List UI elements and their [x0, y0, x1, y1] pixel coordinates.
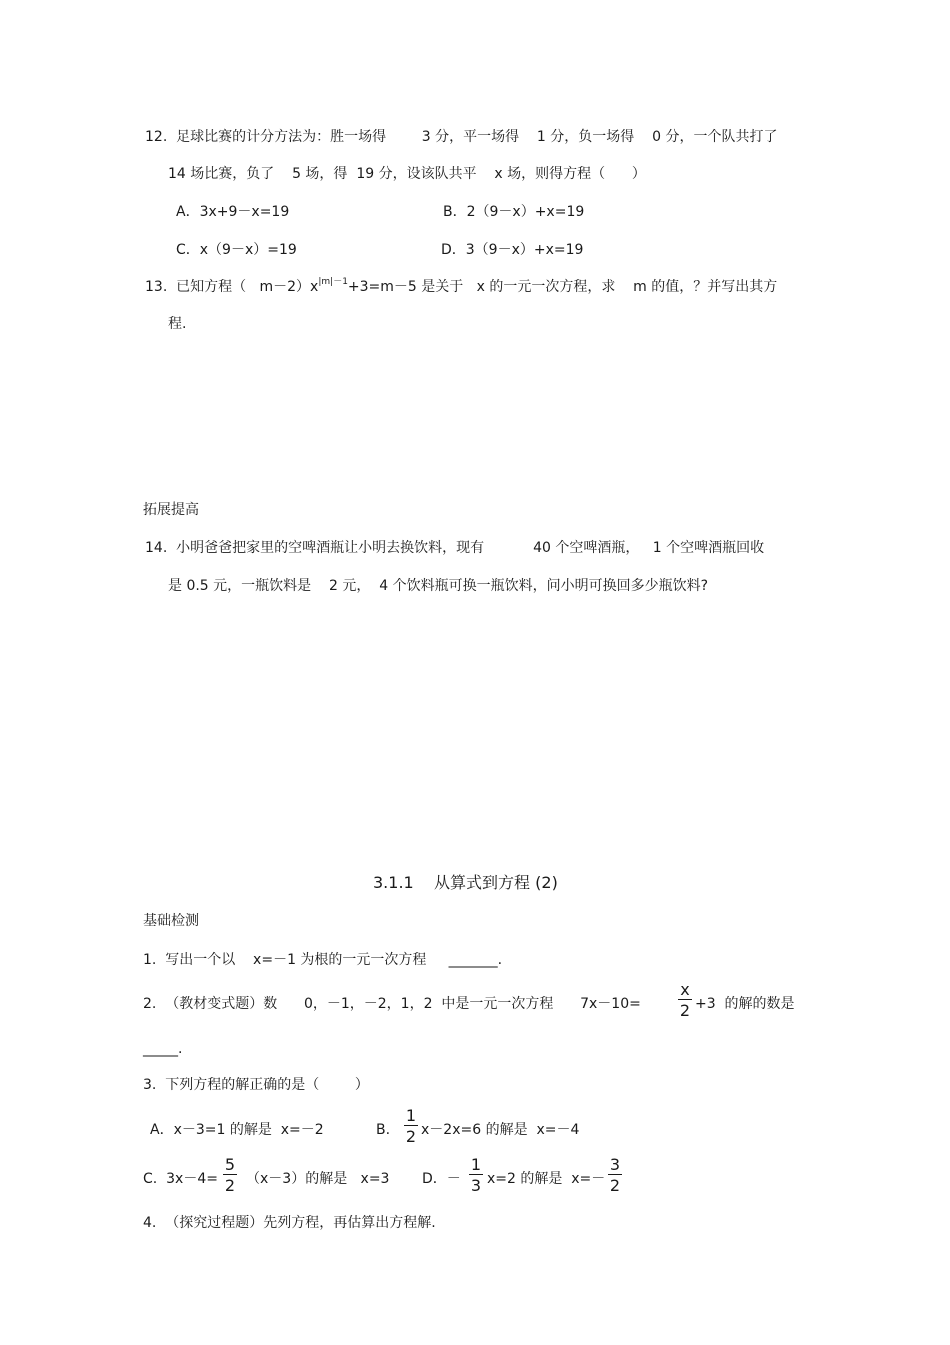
q3-option-c-denominator: 2 [224, 1176, 236, 1195]
q3-option-d-numerator: 1 [470, 1155, 482, 1174]
fraction-bar [608, 1174, 622, 1175]
q3-option-b-numerator: 1 [405, 1106, 417, 1125]
fraction-bar [404, 1125, 418, 1126]
q3-option-d-mid: x=2 的解是 x=－ [487, 1171, 606, 1187]
q2-fraction-numerator: x [680, 980, 690, 999]
q3-option-c-rest: （x－3）的解是 x=3 [246, 1171, 390, 1187]
q3-option-b-label: B. [376, 1122, 391, 1138]
q3-option-b-fraction [404, 1107, 418, 1145]
q13-exponent: |m|－1 [318, 277, 348, 287]
q3-option-d-denominator2: 2 [609, 1176, 621, 1195]
q3-option-b-rest: x－2x=6 的解是 x=－4 [421, 1122, 580, 1138]
q12-option-a: A．3x+9－x=19 [176, 204, 290, 220]
section-extension-heading: 拓展提高 [143, 502, 199, 518]
q1-text: 1. 写出一个以 x=－1 为根的一元一次方程 _______. [143, 952, 503, 968]
q2-answer-blank: _____. [143, 1041, 183, 1057]
q12-option-d: D．3（9－x）+x=19 [441, 242, 584, 258]
q3-option-d-numerator2: 3 [609, 1155, 621, 1174]
q3-option-d-pre: D．－ [422, 1171, 461, 1187]
q3-option-d-fraction2 [608, 1156, 622, 1194]
q12-stem-line2: 14 场比赛，负了 5 场，得 19 分，设该队共平 x 场，则得方程（ ） [168, 166, 646, 182]
q2-text-pre: 2. （教材变式题）数 0，－1，－2，1，2 中是一元一次方程 7x－10= [143, 996, 641, 1012]
section-basic-heading: 基础检测 [143, 913, 199, 929]
q12-stem-line1: 12. 足球比赛的计分方法为：胜一场得 3 分，平一场得 1 分，负一场得 0 分，一个队共打了 [145, 129, 778, 145]
fraction-bar [469, 1174, 483, 1175]
q3-option-c-numerator: 5 [224, 1155, 236, 1174]
q4-text: 4. （探究过程题）先列方程，再估算出方程解. [143, 1215, 436, 1231]
q3-option-d-fraction [469, 1156, 483, 1194]
q3-option-b-denominator: 2 [405, 1127, 417, 1146]
q3-option-a: A．x－3=1 的解是 x=－2 [150, 1122, 324, 1138]
q2-text-post: +3 的解的数是 [695, 996, 795, 1012]
q13-stem-pre: 13. 已知方程（ m－2）x [145, 279, 319, 295]
q14-line2: 是 0.5 元，一瓶饮料是 2 元， 4 个饮料瓶可换一瓶饮料，问小明可换回多少瓶饮料? [168, 578, 709, 594]
q2-fraction [678, 981, 692, 1019]
q3-option-c-fraction [223, 1156, 237, 1194]
q14-line1: 14. 小明爸爸把家里的空啤酒瓶让小明去换饮料，现有 40 个空啤酒瓶， 1 个空啤酒瓶回收 [145, 540, 765, 556]
q3-option-c-pre: C. 3x－4= [143, 1171, 218, 1187]
fraction-bar [678, 999, 692, 1000]
q13-stem-line2: 程. [168, 316, 187, 332]
q3-stem: 3. 下列方程的解正确的是（ ） [143, 1077, 369, 1093]
fraction-bar [223, 1174, 237, 1175]
q2-fraction-denominator: 2 [679, 1001, 691, 1020]
q13-stem-line1 [145, 278, 777, 296]
q13-stem-post: +3=m－5 是关于 x 的一元一次方程，求 m 的值，？并写出其方 [347, 279, 778, 295]
lesson-title: 3.1.1 从算式到方程 (2) [373, 873, 558, 892]
q12-option-c: C．x（9－x）=19 [176, 242, 297, 258]
q3-option-d-denominator: 3 [470, 1176, 482, 1195]
q12-option-b: B．2（9－x）+x=19 [443, 204, 585, 220]
